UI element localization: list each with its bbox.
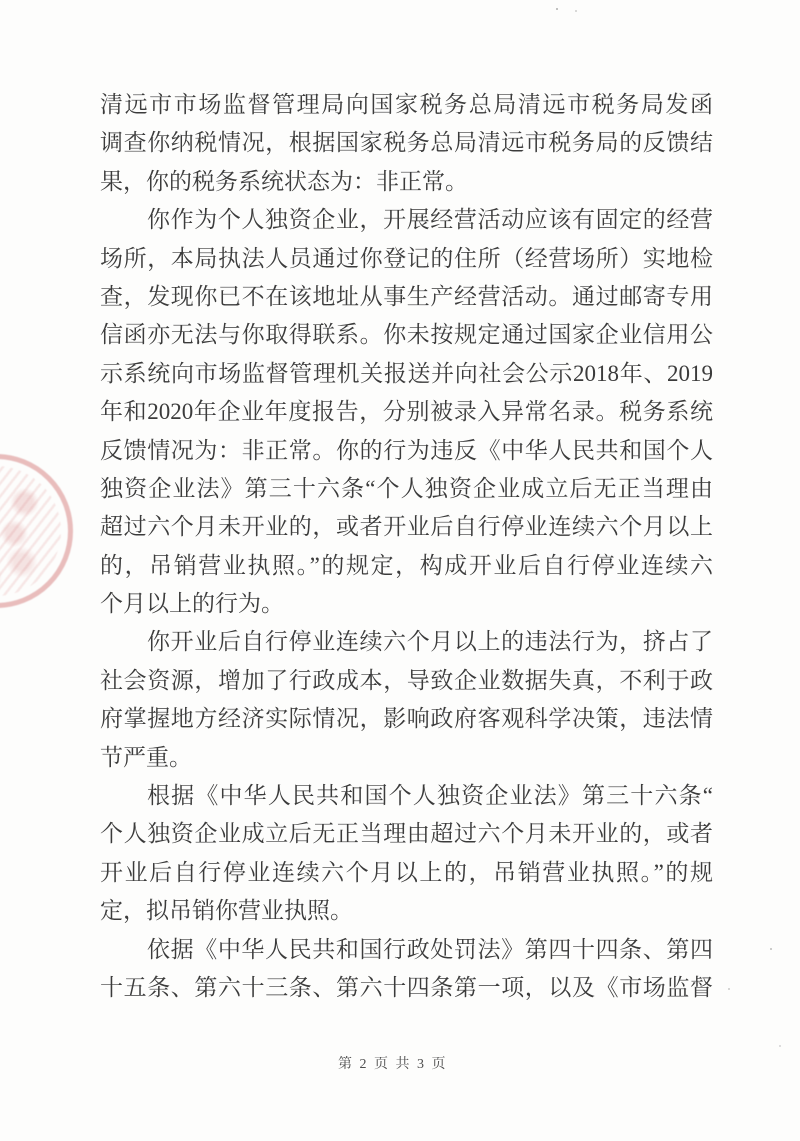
document-line: 定，拟吊销你营业执照。 — [100, 898, 353, 924]
document-line: 示系统向市场监督管理机关报送并向社会公示2018年、2019 — [100, 360, 713, 386]
document-line: 根据《中华人民共和国个人独资企业法》第三十六条“ — [147, 783, 713, 809]
scan-specks — [0, 0, 2, 2]
document-line: 个人独资企业成立后无正当理由超过六个月未开业的，或者 — [100, 821, 713, 847]
document-line: 个月以上的行为。 — [100, 591, 284, 617]
document-line: 你作为个人独资企业，开展经营活动应该有固定的经营 — [147, 207, 713, 233]
document-line: 超过六个月未开业的，或者开业后自行停业连续六个月以上 — [100, 514, 713, 540]
seal-texture — [0, 466, 61, 596]
document-line: 社会资源，增加了行政成本，导致企业数据失真，不利于政 — [100, 667, 713, 693]
document-line: 反馈情况为：非正常。你的行为违反《中华人民共和国个人 — [100, 437, 713, 463]
red-circular-official-seal-icon — [0, 454, 73, 608]
document-line: 十五条、第六十三条、第六十四条第一项，以及《市场监督 — [100, 974, 713, 1000]
document-line: 你开业后自行停业连续六个月以上的违法行为，挤占了 — [147, 629, 713, 655]
document-line: 府掌握地方经济实际情况，影响政府客观科学决策，违法情 — [100, 706, 713, 732]
document-line: 清远市市场监督管理局向国家税务总局清远市税务局发函 — [100, 92, 713, 117]
document-line: 年和2020年企业年度报告，分别被录入异常名录。税务系统 — [100, 399, 713, 425]
page-number-footer: 第 2 页 共 3 页 — [338, 1057, 448, 1072]
document-body — [100, 86, 713, 1007]
document-line: 开业后自行停业连续六个月以上的，吊销营业执照。”的规 — [100, 859, 713, 885]
document-line: 信函亦无法与你取得联系。你未按规定通过国家企业信用公 — [100, 322, 713, 348]
document-line: 场所，本局执法人员通过你登记的住所（经营场所）实地检 — [100, 245, 713, 271]
document-line: 依据《中华人民共和国行政处罚法》第四十四条、第四 — [147, 936, 713, 962]
document-line: 的，吊销营业执照。”的规定，构成开业后自行停业连续六 — [100, 552, 713, 578]
document-line: 节严重。 — [100, 744, 192, 770]
document-line: 独资企业法》第三十六条“个人独资企业成立后无正当理由 — [100, 475, 713, 501]
document-line: 查，发现你已不在该地址从事生产经营活动。通过邮寄专用 — [100, 283, 713, 309]
document-line: 果，你的税务系统状态为：非正常。 — [100, 168, 468, 194]
document-line: 调查你纳税情况，根据国家税务总局清远市税务局的反馈结 — [100, 130, 713, 156]
